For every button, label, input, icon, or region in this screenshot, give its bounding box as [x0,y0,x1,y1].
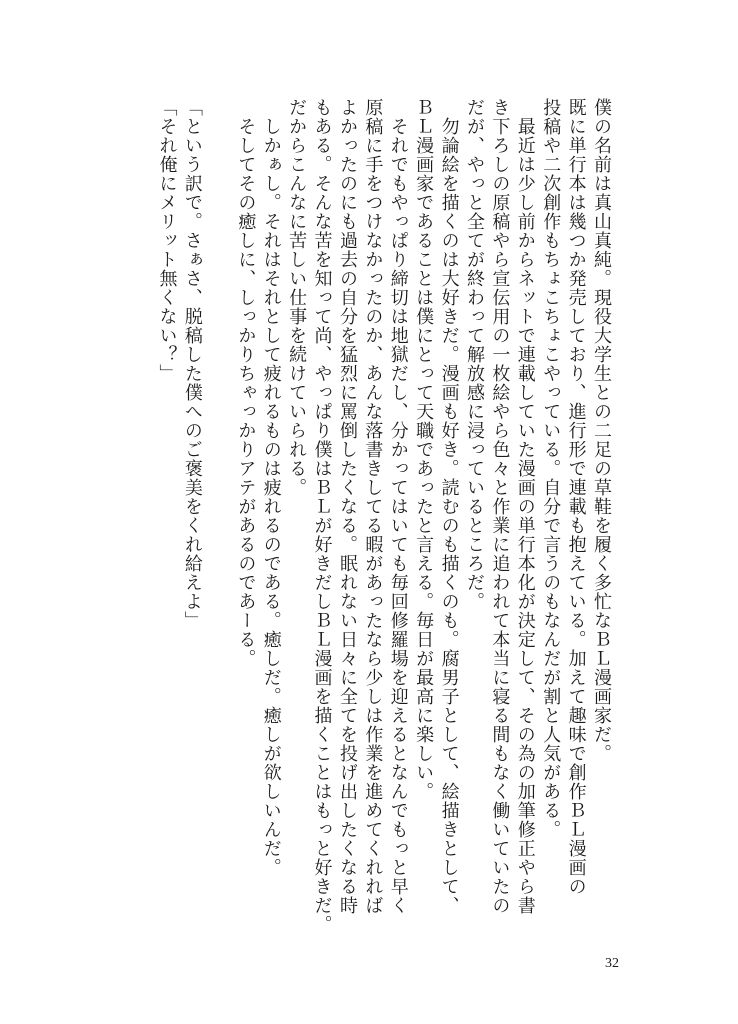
text-line: ＢＬ漫画家であることは僕にとって天職であったと言える。毎日が最高に楽しい。 [413,98,435,801]
paragraph-gap [205,98,233,938]
vertical-text-body [154,98,614,938]
text-line: 既に単行本は幾つか発売しており、進行形で連載も抱えている。加えて趣味で創作ＢＬ漫画の [565,98,587,896]
text-line: だが、やっと全てが終わって解放感に浸っているところだ。 [463,98,485,611]
text-line: それでもやっぱり締切は地獄だし、分かってはいても毎回修羅場を迎えるとなんでもっと早く [387,98,409,915]
text-line: 僕の名前は真山真純。現役大学生との二足の草鞋を履く多忙なＢＬ漫画家だ。 [591,98,612,763]
text-line: 原稿に手をつけなかったのか、あんな落書きしてる暇があったなら少しは作業を進めてくれれば [362,98,384,915]
text-line: もある。そんな苦を知って尚、やっぱり僕はＢＬが好きだしＢＬ漫画を描くことはもっと好きだ。 [311,98,333,934]
text-line: 勿論絵を描くのは大好きだ。漫画も好き。読むのも描くのも。腐男子として、絵描きとして、 [438,98,460,915]
text-line: そしてその癒しに、しっかりちゃっかりアテがあるのであーる。 [235,98,257,668]
text-line: だからこんなに苦しい仕事を続けていられる。 [286,98,308,497]
text-line: 投稿や二次創作もちょこちょこやっている。自分で言うのもなんだが割と人気がある。 [540,98,562,839]
dialogue-line: 「という訳で。さぁさ、脱稿した僕へのご褒美をくれ給えよ」 [181,98,203,630]
text-line: しかぁし。それはそれとして疲れるものは疲れるのである。癒しだ。癒しが欲しいんだ。 [260,98,282,877]
text-line: よかったのにも過去の自分を猛烈に罵倒したくなる。眠れない日々に全てを投げ出したくなる時 [336,98,358,915]
dialogue-line: 「それ俺にメリット無くない？」 [156,98,178,383]
text-line: き下ろしの原稿やら宣伝用の一枚絵やら色々と作業に追われて本当に寝る間もなく働いていたの [489,98,511,915]
text-line: 最近は少し前からネットで連載していた漫画の単行本化が決定して、その為の加筆修正やら書 [514,98,536,915]
page-number: 32 [605,956,619,971]
